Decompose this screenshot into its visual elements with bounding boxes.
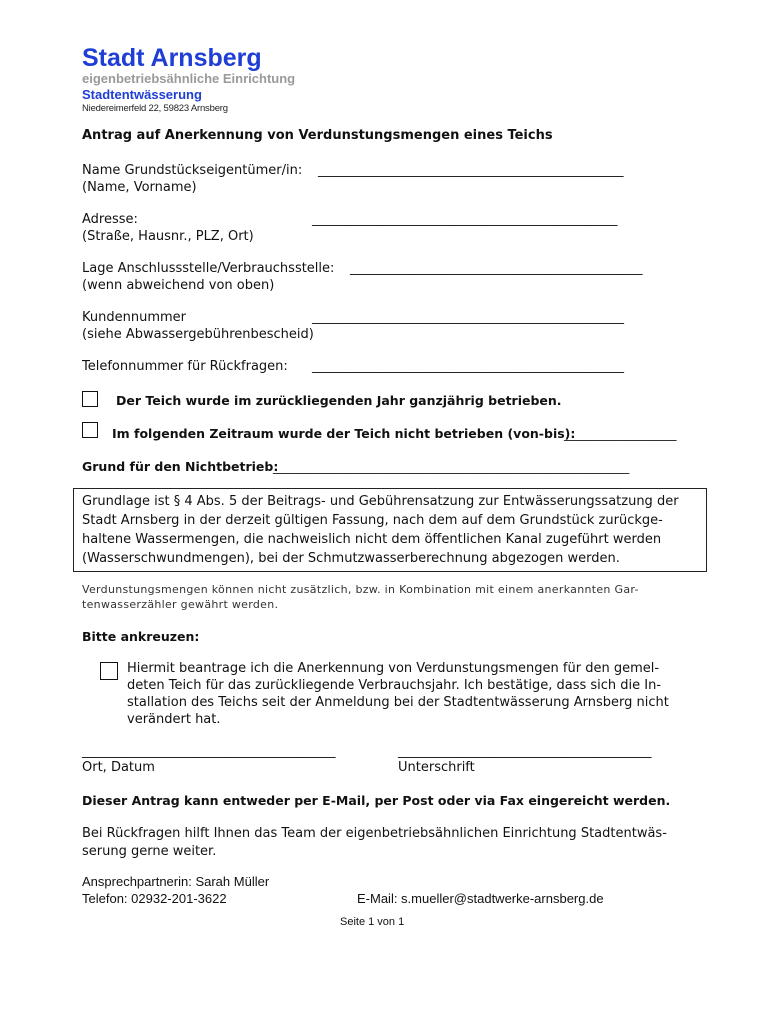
application-line: deten Teich für das zurückliegende Verbrauchsjahr. Ich bestätige, dass sich die In-: [127, 678, 662, 693]
year-round-checkbox[interactable]: [82, 391, 98, 407]
form-title: Antrag auf Anerkennung von Verdunstungsmengen eines Teichs: [82, 128, 553, 143]
note-paragraph: [82, 582, 639, 612]
org-address: Niedereimerfeld 22, 59823 Arnsberg: [82, 103, 228, 114]
help-text: [82, 825, 667, 861]
location-label: Lage Anschlussstelle/Verbrauchsstelle:: [82, 261, 335, 276]
phone-label: Telefonnummer für Rückfragen:: [82, 359, 288, 374]
help-line: Bei Rückfragen hilft Ihnen das Team der eigenbetriebsähnlichen Einrichtung Stadtentwäs-: [82, 826, 667, 841]
customer-number-label: Kundennummer: [82, 310, 186, 325]
location-field[interactable]: _____________________________________________: [350, 261, 643, 276]
application-text: [127, 660, 669, 728]
reason-field[interactable]: _________________________________________________________: [273, 459, 630, 474]
contact-person: Ansprechpartnerin: Sarah Müller: [82, 874, 270, 889]
address-field[interactable]: _______________________________________________: [312, 212, 618, 227]
tick-prompt: Bitte ankreuzen:: [82, 629, 200, 644]
phone-field[interactable]: ________________________________________________: [312, 359, 624, 374]
legal-basis-line: haltene Wassermengen, die nachweislich nicht dem öffentlichen Kanal zugeführt werden: [82, 532, 662, 547]
owner-label: Name Grundstückseigentümer/in:: [82, 163, 303, 178]
department-name: Stadtentwässerung: [82, 87, 202, 102]
place-date-field[interactable]: _______________________________________: [82, 744, 336, 759]
not-operated-period-field[interactable]: __________________: [564, 426, 677, 441]
signature-field[interactable]: _______________________________________: [398, 744, 652, 759]
application-line: verändert hat.: [127, 712, 221, 727]
legal-basis-line: (Wasserschwundmengen), bei der Schmutzwasserberechnung abgezogen werden.: [82, 551, 620, 566]
owner-hint: (Name, Vorname): [82, 180, 197, 195]
address-hint: (Straße, Hausnr., PLZ, Ort): [82, 229, 254, 244]
page-number: Seite 1 von 1: [340, 916, 405, 928]
org-type: eigenbetriebsähnliche Einrichtung: [82, 71, 296, 86]
note-line: tenwasserzähler gewährt werden.: [82, 598, 279, 611]
legal-basis-line: Stadt Arnsberg in der derzeit gültigen Fassung, nach dem auf dem Grundstück zurückge-: [82, 513, 663, 528]
customer-number-hint: (siehe Abwassergebührenbescheid): [82, 327, 314, 342]
contact-phone: Telefon: 02932-201-3622: [82, 891, 227, 906]
legal-basis-line: Grundlage ist § 4 Abs. 5 der Beitrags- und Gebührensatzung zur Entwässerungssatzung der: [82, 494, 679, 509]
application-line: Hiermit beantrage ich die Anerkennung von Verdunstungsmengen für den gemel-: [127, 661, 660, 676]
not-operated-period-checkbox[interactable]: [82, 422, 98, 438]
org-name: Stadt Arnsberg: [82, 44, 262, 72]
customer-number-field[interactable]: ________________________________________________: [312, 310, 624, 325]
submission-note: Dieser Antrag kann entweder per E-Mail, per Post oder via Fax eingereicht werden.: [82, 793, 671, 808]
application-line: stallation des Teichs seit der Anmeldung bei der Stadtentwässerung Arnsberg nicht: [127, 695, 669, 710]
contact-email[interactable]: E-Mail: s.mueller@stadtwerke-arnsberg.de: [357, 891, 604, 906]
signature-label: Unterschrift: [398, 760, 475, 775]
place-date-label: Ort, Datum: [82, 760, 155, 775]
location-hint: (wenn abweichend von oben): [82, 278, 275, 293]
address-label: Adresse:: [82, 212, 138, 227]
year-round-label: Der Teich wurde im zurückliegenden Jahr ganzjährig betrieben.: [116, 393, 562, 408]
note-line: Verdunstungsmengen können nicht zusätzlich, bzw. in Kombination mit einem anerkannten Gar-: [82, 583, 639, 596]
application-checkbox[interactable]: [100, 662, 118, 680]
owner-field[interactable]: _______________________________________________: [318, 163, 624, 178]
not-operated-period-label: Im folgenden Zeitraum wurde der Teich nicht betrieben (von-bis):: [112, 426, 576, 441]
reason-label: Grund für den Nichtbetrieb:: [82, 459, 279, 474]
help-line: serung gerne weiter.: [82, 844, 217, 859]
legal-basis-box: [73, 488, 707, 572]
